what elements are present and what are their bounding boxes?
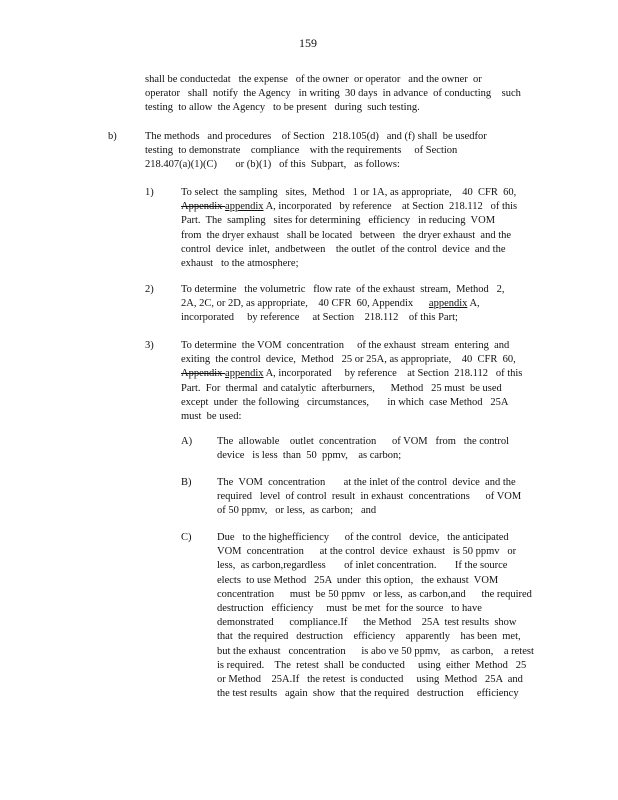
item-3-line: Part. For thermal and catalytic afterburners, Method 25 must be used — [181, 382, 502, 394]
inserted-text: appendix — [428, 298, 468, 310]
item-B-line: required level of control result in exhaust concentrations of VOM — [217, 491, 522, 503]
item-1-line: Part. The sampling sites for determining efficiency in reducing VOM — [181, 215, 496, 227]
intro-line: shall be conductedat the expense of the owner or operator and the owner or — [145, 74, 482, 85]
item-3-line: To determine the VOM concentration of the exhaust stream entering and — [181, 340, 510, 351]
intro-line: operator shall notify the Agency in writing 30 days in advance of conducting such — [145, 88, 521, 100]
item-A-line: device is less than 50 ppmv, as carbon; — [217, 450, 402, 462]
item-1-line: control device inlet, andbetween the outlet of the control device and the — [181, 243, 506, 255]
page-number: 159 — [299, 36, 317, 50]
item-C-line: is required. The retest shall be conducted using either Method 25 — [217, 659, 527, 671]
item-C-label: C) — [181, 532, 192, 543]
item-C-line: Due to the highefficiency of the control device, the anticipated — [217, 532, 509, 543]
item-3-line: must be used: — [181, 411, 242, 423]
item-C-line: the test results again show that the required destruction efficiency — [217, 688, 519, 700]
item-3-line-rest: A, incorporated by reference at Section 218.112 of this — [263, 368, 523, 380]
item-B-line: of 50 ppmv, or less, as carbon; and — [217, 505, 377, 517]
item-2-line-prefix: 2A, 2C, or 2D, as appropriate, 40 CFR 60, Appendix — [181, 298, 429, 310]
item-A-line: The allowable outlet concentration of VOM from the control — [217, 436, 509, 447]
item-3-line: except under the following circumstances, in which case Method 25A — [181, 396, 509, 408]
item-C-line: VOM concentration at the control device exhaust is 50 ppmv or — [217, 546, 517, 558]
inserted-text: appendix — [225, 201, 264, 213]
item-1-amended-line — [181, 200, 517, 214]
item-C-line: that the required destruction efficiency apparently has been met, — [217, 631, 521, 643]
intro-line: testing to allow the Agency to be present during such testing. — [145, 102, 420, 114]
item-C-line: demonstrated compliance.If the Method 25A test results show — [217, 617, 517, 629]
item-C-line: but the exhaust concentration is abo ve 50 ppmv, as carbon, a retest — [217, 645, 534, 657]
item-2-label: 2) — [145, 284, 154, 295]
item-2-line: To determine the volumetric flow rate of the exhaust stream, Method 2, — [181, 284, 505, 295]
item-2-amended-line — [181, 297, 505, 311]
item-1-line: To select the sampling sites, Method 1 or 1A, as appropriate, 40 CFR 60, — [181, 187, 517, 198]
item-3-amended-line — [181, 367, 522, 381]
item-1-label: 1) — [145, 187, 154, 198]
item-B-line: The VOM concentration at the inlet of the control device and the — [217, 477, 516, 488]
item-2-text — [181, 283, 505, 326]
item-C-line: less, as carbon,regardless of inlet concentration. If the source — [217, 560, 508, 572]
item-C-line: elects to use Method 25A under this option, the exhaust VOM — [217, 574, 499, 586]
item-C-line: or Method 25A.If the retest is conducted using Method 25A and — [217, 674, 523, 686]
section-b-line: testing to demonstrate compliance with the requirements of Section — [145, 145, 458, 157]
item-C-text — [217, 531, 534, 701]
deleted-text: Appendix — [181, 201, 226, 213]
intro-paragraph — [145, 73, 521, 116]
item-1-line: from the dryer exhaust shall be located between the dryer exhaust and the — [181, 229, 512, 241]
item-3-label: 3) — [145, 340, 154, 351]
item-2-line: incorporated by reference at Section 218.112 of this Part; — [181, 312, 458, 324]
item-A-label: A) — [181, 436, 193, 447]
section-b-text — [145, 130, 487, 173]
section-b-line: 218.407(a)(1)(C) or (b)(1) of this Subpart, as follows: — [145, 159, 400, 171]
item-1-line: exhaust to the atmosphere; — [181, 258, 299, 270]
item-B-text — [217, 476, 521, 519]
section-b-label: b) — [108, 131, 117, 142]
item-1-line-rest: A, incorporated by reference at Section 218.112 of this — [263, 201, 518, 213]
item-C-line: concentration must be 50 ppmv or less, as carbon,and the required — [217, 588, 532, 600]
item-3-text — [181, 339, 522, 424]
section-b-line: The methods and procedures of Section 218.105(d) and (f) shall be usedfor — [145, 131, 487, 142]
item-A-text — [217, 435, 509, 463]
inserted-text: appendix — [225, 368, 264, 380]
item-B-label: B) — [181, 477, 192, 488]
item-1-text — [181, 186, 517, 271]
item-C-line: destruction efficiency must be met for the source to have — [217, 603, 482, 615]
item-3-line: exiting the control device, Method 25 or 25A, as appropriate, 40 CFR 60, — [181, 354, 516, 366]
item-2-line-rest: A, — [467, 298, 480, 310]
deleted-text: Appendix — [181, 368, 226, 380]
